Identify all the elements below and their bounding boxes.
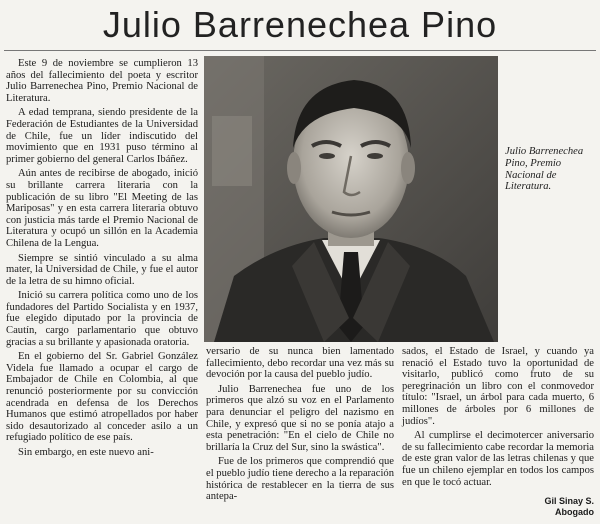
paragraph: versario de su nunca bien lamentado fallecimiento, debo recordar una vez más su devoción por la causa del pueblo judío. (206, 346, 394, 381)
paragraph: A edad temprana, siendo presidente de la Federación de Estudiantes de la Universidad de Chile, fue un líder indiscutido del movimiento que en 1931 puso término al primer gobierno del general Carlos Ibáñez. (6, 107, 198, 165)
right-column (402, 346, 594, 491)
signature-block (544, 496, 594, 517)
portrait-image (204, 56, 498, 342)
portrait-photo (204, 56, 498, 342)
paragraph: Aún antes de recibirse de abogado, inició su brillante carrera literaria con la publicación de su libro "El Meeting de las Mariposas" y en esta carrera literaria obtuvo con justicia más tarde el Premio Nacional de Literatura y ocupó un sillón en la Academia Chilena de la Lengua. (6, 168, 198, 249)
paragraph: Julio Barrenechea fue uno de los primeros que alzó su voz en el Parlamento para denunciar el peligro del nazismo en Chile, y expresó que si no se ponía atajo a esta penetración: "En el cielo de Chile no brillaría la Cruz del Sur, sino la swástica". (206, 383, 394, 453)
paragraph: sados, el Estado de Israel, y cuando ya renació el Estado tuvo la oportunidad de visitarlo, publicó como fruto de su peregrinación un libro con el conmovedor título: "Israel, un árbol para cada muerto, 6 millones de árboles por 6 millones de judíos". (402, 346, 594, 427)
paragraph: Siempre se sintió vinculado a su alma mater, la Universidad de Chile, y fue el autor de la letra de su himno oficial. (6, 252, 198, 287)
paragraph: Sin embargo, en este nuevo ani- (18, 447, 154, 458)
left-column (6, 58, 198, 462)
signature-name: Gil Sinay S. (544, 496, 594, 506)
headline: Julio Barrenechea Pino (102, 4, 498, 45)
paragraph: Inició su carrera política como uno de los fundadores del Partido Socialista y en 1937, fue elegido diputado por la provincia de Cautín, cargo parlamentario que obtuvo gracias a su brillante y apasionada oratoria. (6, 290, 198, 348)
paragraph: Este 9 de noviembre se cumplieron 13 años del fallecimiento del poeta y escritor Julio Barrenechea Pino, Premio Nacional de Literatura. (6, 58, 198, 104)
paragraph: Fue de los primeros que comprendió que el pueblo judío tiene derecho a la reparación histórica de restablecer en la tierra de sus antepa- (206, 456, 394, 503)
signature-title: Abogado (555, 506, 594, 517)
headline-rule (4, 50, 596, 51)
paragraph: Al cumplirse el decimotercer aniversario de su fallecimiento cabe recordar la memoria de este gran valor de las letras chilenas y que fue un chileno ejemplar en todos los campos en que le tocó actuar. (402, 430, 594, 488)
paragraph: En el gobierno del Sr. Gabriel González Videla fue llamado a ocupar el cargo de Embajador de Chile en Colombia, al que renunció posteriormente por su convicción acendrada en defensa de los Derechos Humanos que estimó atropellados por haber sido desautorizado al conceder asilo a un refugiado político de ese país. (6, 351, 198, 444)
photo-caption: Julio Barrenechea Pino, Premio Nacional de Literatura. (505, 146, 584, 193)
middle-column (206, 346, 394, 506)
